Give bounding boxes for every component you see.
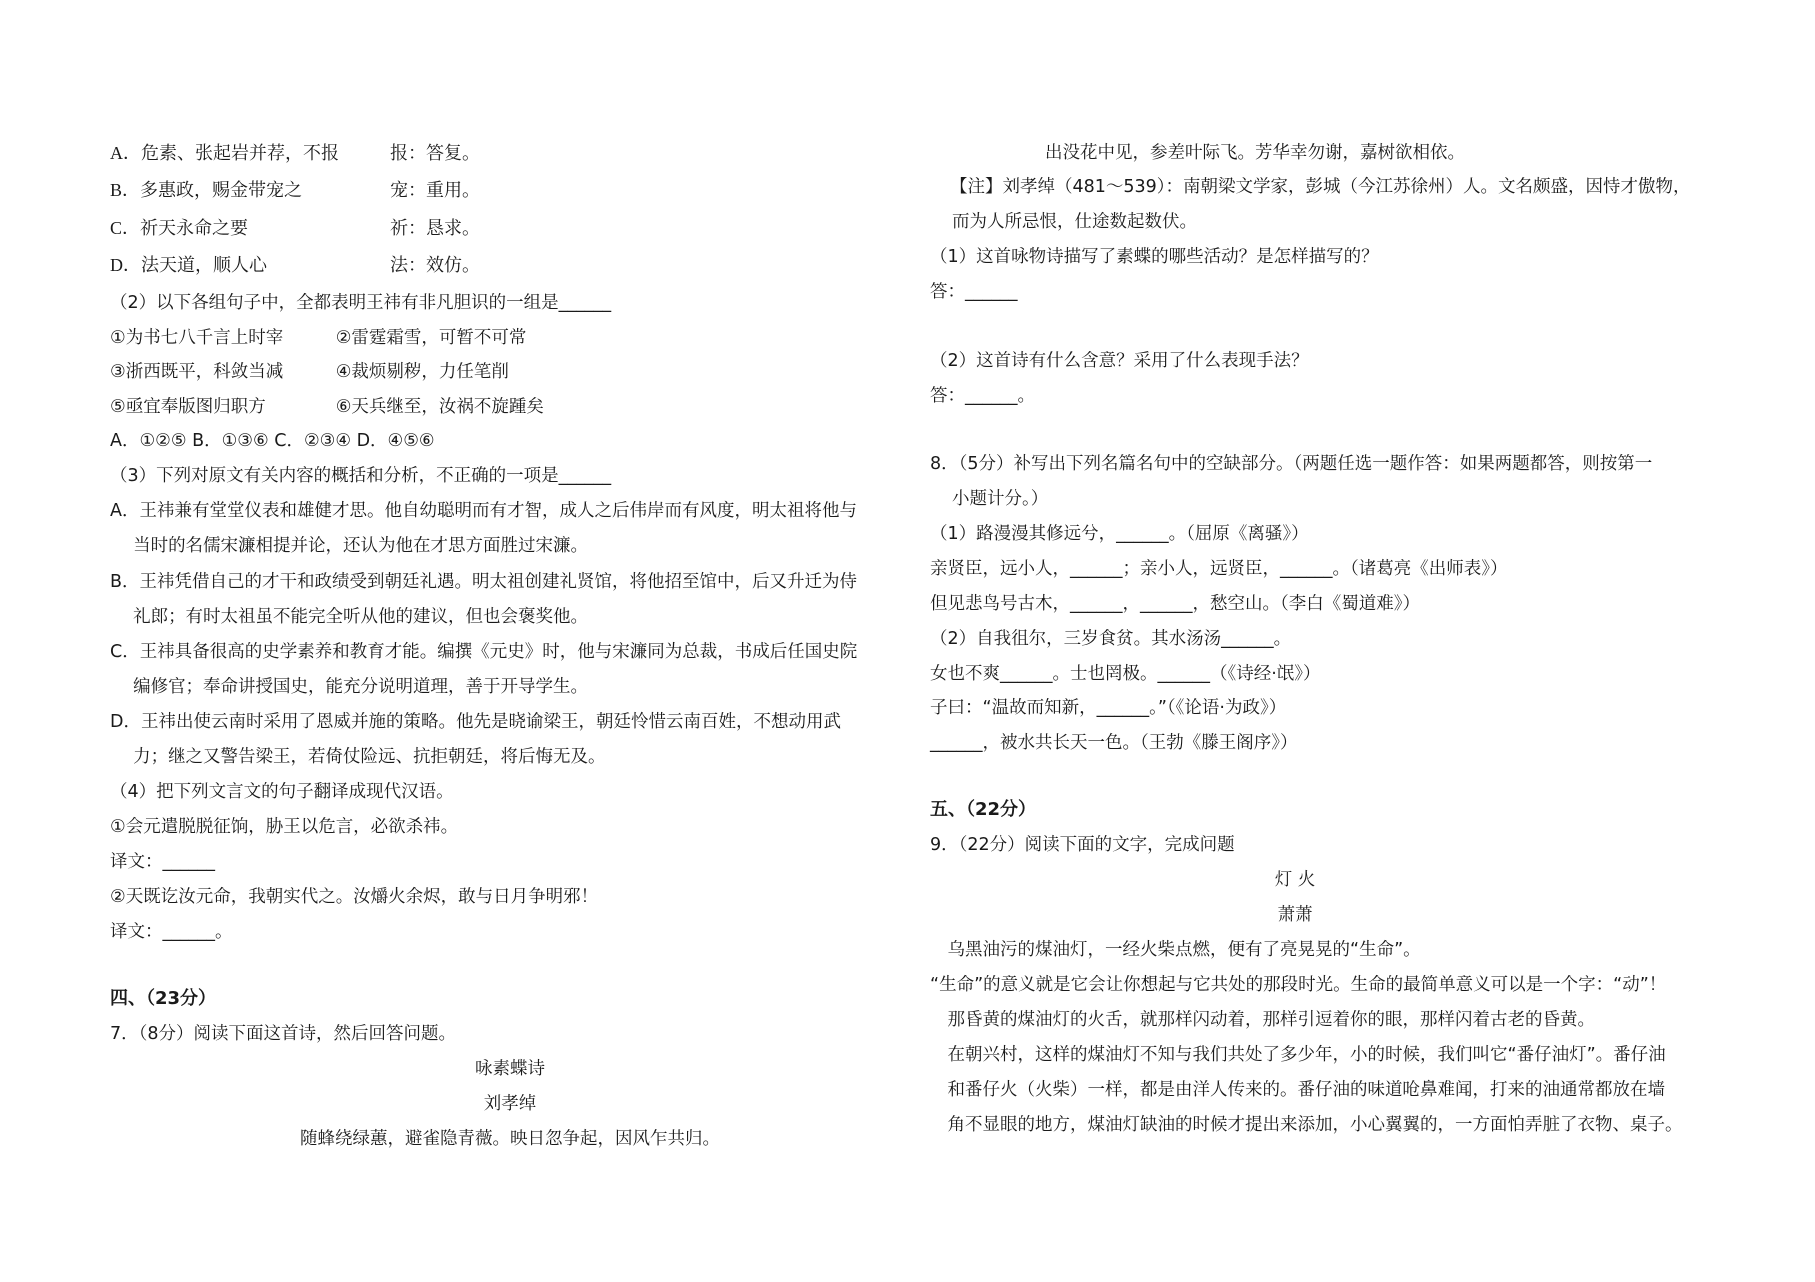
option-meaning: 报：答复。: [390, 143, 480, 163]
q6-3-stem: （3）下列对原文有关内容的概括和分析，不正确的一项是______: [110, 466, 612, 486]
fill-blank-item: ______，被水共长天一色。（王勃《滕王阁序》）: [930, 733, 1298, 753]
translation-answer-2: 译文：______。: [110, 922, 233, 942]
q7-stem: 7．（8分）阅读下面这首诗，然后回答问题。: [110, 1024, 457, 1044]
option-meaning: 祈：恳求。: [390, 218, 480, 238]
choice-row: A．①②⑤ B．①③⑥ C．②③④ D．④⑤⑥: [110, 431, 435, 451]
option-d: [110, 253, 480, 277]
analysis-option-c: C．王祎具备很高的史学素养和教育才能。编撰《元史》时，他与宋濂同为总裁，书成后任国史院: [110, 642, 858, 662]
q8-stem-cont: 小题计分。）: [952, 489, 1049, 509]
option-b: [110, 178, 480, 202]
sentence-group-row: ①为书七八千言上时宰 ②雷霆霜雪，可暂不可常: [110, 328, 527, 348]
translation-sentence-1: ①会元遣脱脱征饷，胁王以危言，必欲杀祎。: [110, 817, 459, 837]
essay-title: 灯 火: [1274, 870, 1316, 890]
poem-author: 刘孝绰: [483, 1094, 537, 1114]
analysis-option-a-cont: 当时的名儒宋濂相提并论，还认为他在才思方面胜过宋濂。: [110, 536, 589, 556]
poem-title: 咏素蝶诗: [475, 1059, 545, 1079]
option-text: D．法天道，顺人心: [110, 255, 267, 275]
analysis-option-d: D．王祎出使云南时采用了恩威并施的策略。他先是晓谕梁王，朝廷怜惜云南百姓，不想动用武: [110, 712, 841, 732]
fill-blank-item: 子曰：“温故而知新，______。”（《论语·为政》）: [930, 698, 1287, 718]
fill-blank-item: （2）自我徂尔，三岁食贫。其水汤汤______。: [930, 629, 1292, 649]
option-meaning: 法：效仿。: [390, 255, 480, 275]
answer-line-2: 答：______。: [930, 386, 1035, 406]
sentence-group-row: ③浙西既平，科敛当减 ④裁烦剔秽，力任笔削: [110, 362, 509, 382]
analysis-option-c-cont: 编修官；奉命讲授国史，能充分说明道理，善于开导学生。: [110, 677, 589, 697]
option-a: [110, 141, 480, 165]
essay-paragraph: 那昏黄的煤油灯的火舌，就那样闪动着，那样引逗着你的眼，那样闪着古老的昏黄。: [930, 1010, 1595, 1030]
essay-paragraph-cont: 和番仔火（火柴）一样，都是由洋人传来的。番仔油的味道呛鼻难闻，打来的油通常都放在墙: [930, 1080, 1665, 1100]
poem-line: 出没花中见，参差叶际飞。芳华幸勿谢，嘉树欲相依。: [1045, 143, 1465, 163]
q7-2-question: （2）这首诗有什么含意？采用了什么表现手法？: [930, 351, 1309, 371]
essay-paragraph: 在朝兴村，这样的煤油灯不知与我们共处了多少年，小的时候，我们叫它“番仔油灯”。番仔油: [930, 1045, 1666, 1065]
fill-blank-item: 女也不爽______。士也罔极。______（《诗经·氓》）: [930, 664, 1321, 684]
q6-2-stem: （2）以下各组句子中，全都表明王祎有非凡胆识的一组是______: [110, 293, 612, 313]
q7-1-question: （1）这首咏物诗描写了素蝶的哪些活动？是怎样描写的？: [930, 247, 1379, 267]
essay-paragraph-cont: 角不显眼的地方，煤油灯缺油的时候才提出来添加，小心翼翼的，一方面怕弄脏了衣物、桌子。: [930, 1115, 1683, 1135]
poem-note-cont: 而为人所忌恨，仕途数起数伏。: [952, 212, 1197, 232]
analysis-option-b: B．王祎凭借自己的才干和政绩受到朝廷礼遇。明太祖创建礼贤馆，将他招至馆中，后又升迁为侍: [110, 572, 858, 592]
analysis-option-b-cont: 礼郎；有时太祖虽不能完全听从他的建议，但也会褒奖他。: [110, 607, 589, 627]
essay-paragraph: “生命”的意义就是它会让你想起与它共处的那段时光。生命的最简单意义可以是一个字：“动”！: [930, 975, 1667, 995]
answer-line-1: 答：______: [930, 282, 1018, 302]
option-text: A．危素、张起岩并荐，不报: [110, 143, 339, 163]
fill-blank-item: 亲贤臣，远小人，______；亲小人，远贤臣，______。（诸葛亮《出师表》）: [930, 559, 1508, 579]
option-meaning: 宠：重用。: [390, 180, 480, 200]
section-5-heading: 五、（22分）: [930, 799, 1037, 820]
translation-answer-1: 译文：______: [110, 852, 215, 872]
essay-paragraph: 乌黑油污的煤油灯，一经火柴点燃，便有了亮晃晃的“生命”。: [930, 940, 1421, 960]
q9-stem: 9．（22分）阅读下面的文字，完成问题: [930, 835, 1235, 855]
analysis-option-a: A．王祎兼有堂堂仪表和雄健才思。他自幼聪明而有才智，成人之后伟岸而有风度，明太祖将他与: [110, 501, 857, 521]
poem-line: 随蜂绕绿蕙，避雀隐青薇。映日忽争起，因风乍共归。: [300, 1129, 720, 1149]
option-text: C．祈天永命之要: [110, 218, 249, 238]
section-4-heading: 四、（23分）: [110, 988, 217, 1009]
fill-blank-item: （1）路漫漫其修远兮，______。（屈原《离骚》）: [930, 524, 1309, 544]
poem-note: 【注】刘孝绰（481～539）：南朝梁文学家，彭城（今江苏徐州）人。文名颇盛，因恃才傲物，: [950, 177, 1691, 197]
q6-4-stem: （4）把下列文言文的句子翻译成现代汉语。: [110, 782, 454, 802]
translation-sentence-2: ②天既讫汝元命，我朝实代之。汝爝火余烬，敢与日月争明邪！: [110, 887, 599, 907]
option-text: B．多惠政，赐金带宠之: [110, 180, 303, 200]
option-c: [110, 216, 480, 240]
analysis-option-d-cont: 力；继之又警告梁王，若倚仗险远、抗拒朝廷，将后悔无及。: [110, 747, 606, 767]
fill-blank-item: 但见悲鸟号古木，______，______，愁空山。（李白《蜀道难》）: [930, 594, 1420, 614]
q8-stem: 8．（5分）补写出下列名篇名句中的空缺部分。（两题任选一题作答：如果两题都答，则按第一: [930, 454, 1653, 474]
essay-author: 萧萧: [1277, 905, 1313, 925]
sentence-group-row: ⑤亟宜奉版图归职方 ⑥天兵继至，汝祸不旋踵矣: [110, 397, 544, 417]
